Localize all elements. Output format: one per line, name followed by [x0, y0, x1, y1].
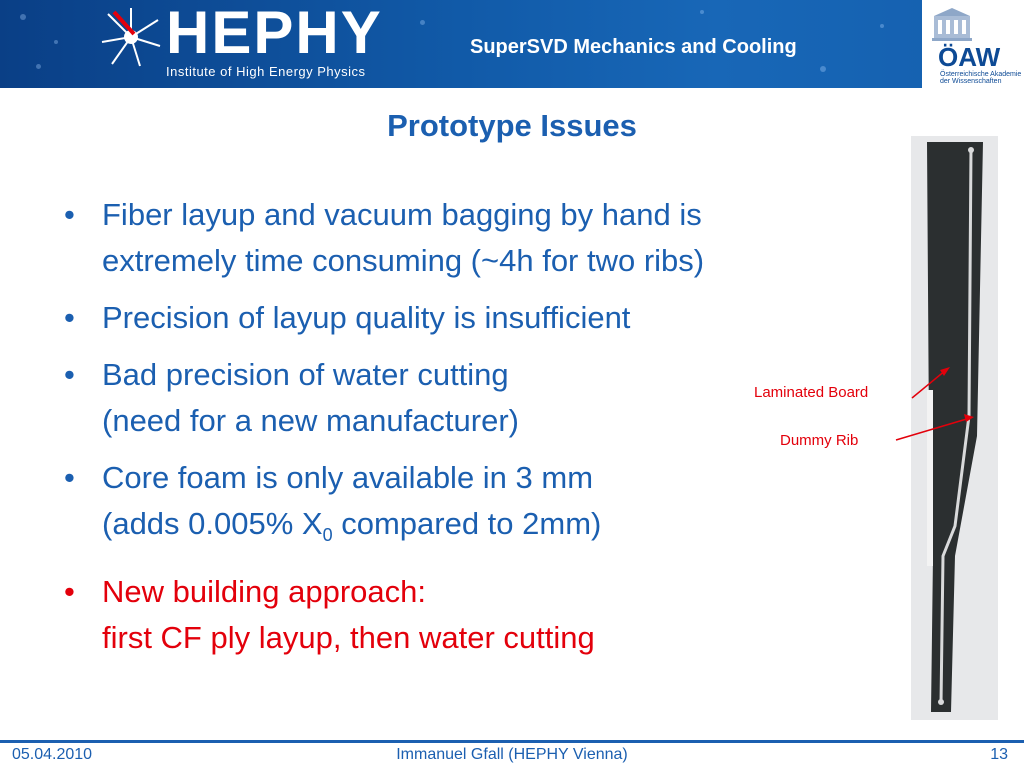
bullet-text: Core foam is only available in 3 mm: [102, 460, 594, 495]
bullet-marker: •: [64, 357, 75, 392]
oaw-subtitle-line2: der Wissenschaften: [940, 78, 1002, 85]
bullet-text: (need for a new manufacturer): [102, 403, 519, 438]
bullet-text: New building approach:: [102, 574, 426, 610]
footer-divider: [0, 740, 1024, 743]
bullet-text-part: (adds 0.005% X: [102, 506, 323, 541]
bullet-text: Bad precision of water cutting: [102, 357, 509, 392]
footer-author: Immanuel Gfall (HEPHY Vienna): [396, 746, 628, 763]
bullet-text: first CF ply layup, then water cutting: [102, 620, 595, 656]
page-number: 13: [990, 746, 1008, 763]
bullet-item-highlight: [60, 569, 900, 661]
bullet-item: [60, 192, 900, 284]
bullet-text: Precision of layup quality is insufficient: [102, 300, 631, 335]
bullet-text: Fiber layup and vacuum bagging by hand is: [102, 197, 702, 232]
hephy-logo-text: HEPHY: [166, 0, 383, 66]
bullet-marker: •: [64, 300, 75, 335]
header-banner: [0, 0, 1024, 88]
academy-building-icon: [930, 6, 974, 42]
oaw-subtitle-line1: Österreichische Akademie: [940, 71, 1022, 78]
bullet-text: extremely time consuming (~4h for two ribs): [102, 243, 705, 278]
bullet-item: [60, 295, 900, 341]
footer-date: 05.04.2010: [12, 746, 93, 763]
bullet-text: [102, 501, 900, 558]
bullet-marker: •: [64, 460, 75, 495]
bullet-text-part: compared to 2mm): [332, 506, 602, 541]
rib-photo: [911, 136, 998, 720]
dummy-rib-label: Dummy Rib: [780, 432, 859, 449]
oaw-logo-text: ÖAW: [938, 42, 1001, 72]
bullet-list: [60, 192, 900, 672]
slide-title: Prototype Issues: [387, 108, 637, 143]
bullet-item: [60, 455, 900, 558]
hephy-logo-subtitle: Institute of High Energy Physics: [166, 64, 366, 79]
bullet-marker: •: [64, 574, 75, 610]
hephy-logo-icon: [100, 6, 162, 68]
presentation-title: SuperSVD Mechanics and Cooling: [470, 36, 797, 58]
subscript-zero: 0: [322, 525, 333, 546]
bullet-marker: •: [64, 197, 75, 232]
laminated-board-label: Laminated Board: [754, 384, 869, 401]
